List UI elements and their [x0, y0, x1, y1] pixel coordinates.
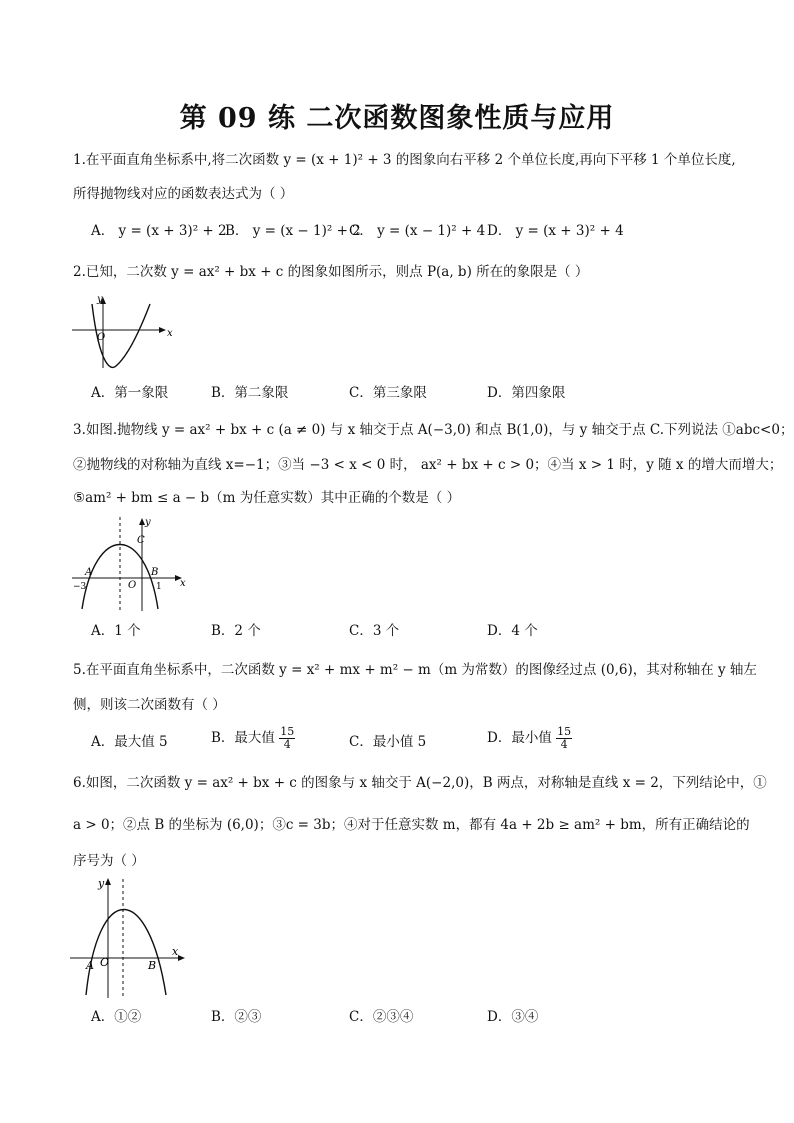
q3-option-d[interactable]: D．4 个	[487, 623, 538, 639]
q1-option-c[interactable]: C． y = (x − 1)² + 4	[349, 223, 486, 239]
q3-y-label: y	[145, 517, 151, 528]
q3-option-b[interactable]: B．2 个	[211, 623, 261, 639]
q6-y-label: y	[98, 877, 105, 890]
q3-option-a[interactable]: A．1 个	[91, 623, 141, 639]
q5-option-d-fraction	[556, 726, 572, 751]
q6-x-label: x	[172, 945, 179, 958]
q6-option-d[interactable]: D．③④	[487, 1009, 539, 1025]
q2-x-label: x	[167, 328, 173, 339]
q5-stem-line2: 侧，则该二次函数有（ ）	[73, 697, 226, 713]
q5-option-b-label: B．最大值	[211, 730, 275, 746]
q1-stem-line2: 所得抛物线对应的函数表达式为（ ）	[73, 186, 294, 202]
q3-option-c[interactable]: C．3 个	[349, 623, 400, 639]
q6-stem-line3: 序号为（ ）	[73, 853, 145, 869]
q5-option-a[interactable]: A．最大值 5	[91, 734, 168, 750]
q6-option-c[interactable]: C．②③④	[349, 1009, 414, 1025]
q3-b-label: B	[151, 567, 159, 578]
q2-x-arrow	[159, 327, 166, 333]
q1-option-d[interactable]: D． y = (x + 3)² + 4	[487, 223, 624, 239]
q6-x-arrow	[178, 955, 185, 961]
q2-stem-line1: 2.已知，二次数 y = ax² + bx + c 的图象如图所示，则点 P(a, b) 所在的象限是（ ）	[73, 264, 589, 280]
q5-option-b-denominator: 4	[283, 738, 291, 751]
q2-option-d[interactable]: D．第四象限	[487, 385, 566, 401]
q2-parabola-figure	[70, 290, 180, 370]
page-title: 第 09 练 二次函数图象性质与应用	[179, 103, 615, 134]
q5-option-d-label: D．最小值	[487, 730, 552, 746]
q6-option-b[interactable]: B．②③	[211, 1009, 262, 1025]
q6-option-a[interactable]: A．①②	[91, 1009, 142, 1025]
q3-x-label: x	[180, 578, 186, 589]
q6-stem-line1: 6.如图，二次函数 y = ax² + bx + c 的图象与 x 轴交于 A(−2,0)，B 两点，对称轴是直线 x = 2，下列结论中，①	[73, 775, 767, 791]
q3-stem-line2: ②抛物线的对称轴为直线 x=−1；③当 −3 < x < 0 时， ax² + bx + c > 0；④当 x > 1 时，y 随 x 的增大而增大；	[73, 457, 783, 473]
q2-option-c[interactable]: C．第三象限	[349, 385, 427, 401]
q6-parabola-curve	[86, 910, 166, 996]
q5-option-b[interactable]	[211, 726, 295, 751]
q3-neg3-label: −3	[73, 582, 87, 592]
q3-stem-line3: ⑤am² + bm ≤ a − b（m 为任意实数）其中正确的个数是（ ）	[73, 490, 461, 506]
q3-a-label: A	[85, 567, 93, 578]
q5-option-d-denominator: 4	[560, 738, 568, 751]
q2-option-b[interactable]: B．第二象限	[211, 385, 289, 401]
q6-a-label: A	[86, 959, 94, 972]
q1-option-b[interactable]: B． y = (x − 1)² + 2	[225, 223, 361, 239]
q6-parabola-figure	[68, 873, 193, 1003]
q5-option-c[interactable]: C．最小值 5	[349, 734, 427, 750]
q2-option-a[interactable]: A．第一象限	[91, 385, 169, 401]
q1-stem-line1: 1.在平面直角坐标系中,将二次函数 y = (x + 1)² + 3 的图象向右平移 2 个单位长度,再向下平移 1 个单位长度,	[73, 152, 736, 168]
q3-one-label: 1	[156, 582, 162, 592]
q6-b-label: B	[148, 959, 157, 972]
q5-option-b-fraction	[279, 726, 295, 751]
q6-y-arrow	[105, 878, 111, 885]
q5-option-b-numerator: 15	[280, 725, 295, 738]
q5-stem-line1: 5.在平面直角坐标系中，二次函数 y = x² + mx + m² − m（m 为常数）的图像经过点 (0,6)，其对称轴在 y 轴左	[73, 662, 757, 678]
q3-origin-label: O	[128, 580, 137, 591]
q6-stem-line2: a > 0；②点 B 的坐标为 (6,0)；③c = 3b；④对于任意实数 m，都有 4a + 2b ≥ am² + bm，所有正确结论的	[73, 817, 750, 833]
q3-parabola-figure	[70, 513, 190, 613]
q3-stem-line1: 3.如图.抛物线 y = ax² + bx + c (a ≠ 0) 与 x 轴交于点 A(−3,0) 和点 B(1,0)，与 y 轴交于点 C.下列说法 ①abc<0；	[73, 422, 794, 438]
q1-option-a[interactable]: A． y = (x + 3)² + 2	[91, 223, 227, 239]
q2-y-label: y	[97, 294, 103, 305]
q5-option-d-numerator: 15	[557, 725, 572, 738]
q2-origin-label: O	[97, 332, 106, 343]
q6-origin-label: O	[100, 956, 110, 969]
q3-c-label: C	[137, 535, 145, 546]
q5-option-d[interactable]	[487, 726, 572, 751]
